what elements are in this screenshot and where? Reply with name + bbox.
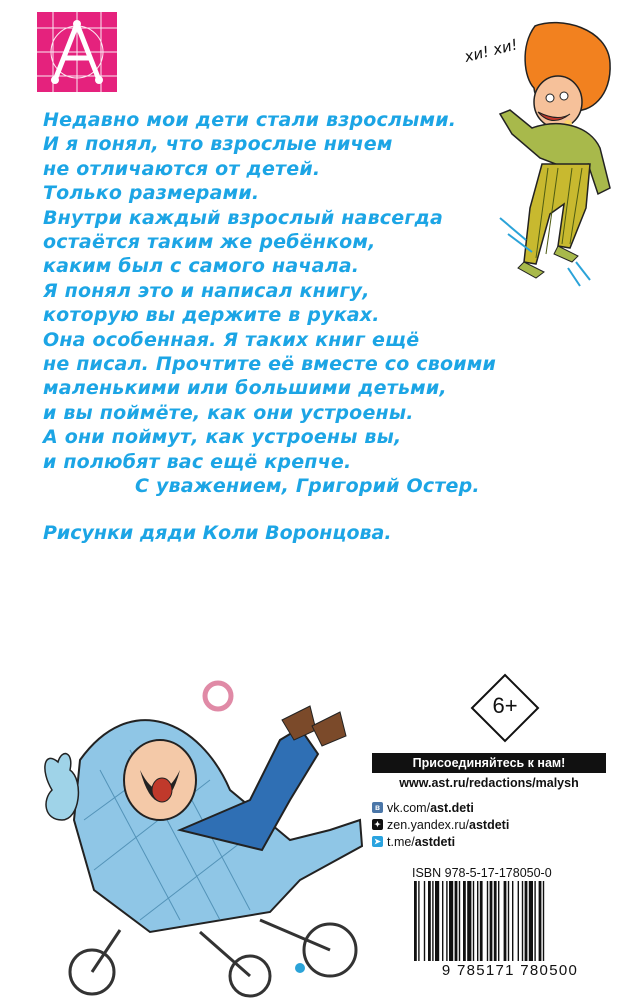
barcode bbox=[410, 881, 610, 961]
text-line: не писал. Прочтите её вместе со своими bbox=[43, 353, 496, 376]
barcode-bar bbox=[534, 881, 535, 961]
isbn-label: ISBN 978-5-17-178050-0 bbox=[412, 866, 552, 880]
vk-icon: в bbox=[372, 802, 383, 813]
barcode-bar bbox=[473, 881, 474, 961]
barcode-bar bbox=[432, 881, 433, 961]
text-line: остаётся таким же ребёнком, bbox=[43, 231, 376, 254]
text-line: И я понял, что взрослые ничем bbox=[43, 133, 393, 156]
barcode-bar bbox=[525, 881, 528, 961]
barcode-bar bbox=[463, 881, 466, 961]
publisher-logo-icon bbox=[37, 12, 117, 92]
publisher-site-link[interactable]: www.ast.ru/redactions/malysh bbox=[399, 776, 579, 790]
barcode-bar bbox=[487, 881, 488, 961]
barcode-bar bbox=[529, 881, 533, 961]
social-handle: astdeti bbox=[469, 817, 510, 832]
barcode-bar bbox=[477, 881, 478, 961]
barcode-bar bbox=[428, 881, 431, 961]
text-line: каким был с самого начала. bbox=[43, 255, 360, 278]
text-line: Я понял это и написал книгу, bbox=[43, 279, 370, 302]
join-banner: Присоединяйтесь к нам! bbox=[372, 753, 606, 773]
text-line: маленькими или большими детьми, bbox=[43, 377, 447, 400]
speech-text: хи! хи! bbox=[462, 35, 520, 66]
text-line: и полюбят вас ещё крепче. bbox=[43, 450, 352, 473]
text-line: не отличаются от детей. bbox=[43, 157, 321, 180]
publisher-logo bbox=[37, 12, 117, 92]
illustrator-credit: Рисунки дяди Коли Воронцова. bbox=[43, 522, 392, 544]
annotation-text bbox=[43, 108, 496, 499]
barcode-bar bbox=[512, 881, 513, 961]
social-prefix: vk.com/ bbox=[387, 800, 431, 815]
barcode-bar bbox=[424, 881, 425, 961]
barcode-digits: 9 785171 780500 bbox=[441, 962, 579, 979]
age-rating-label: 6+ bbox=[492, 693, 518, 718]
text-line: Внутри каждый взрослый навсегда bbox=[43, 206, 444, 229]
barcode-bar bbox=[498, 881, 499, 961]
barcode-bar bbox=[446, 881, 447, 961]
barcode-bar bbox=[414, 881, 417, 961]
zen-icon: ✦ bbox=[372, 819, 383, 830]
barcode-bar bbox=[442, 881, 443, 961]
telegram-icon: ➤ bbox=[372, 836, 383, 847]
text-line: и вы поймёте, как они устроены. bbox=[43, 401, 414, 424]
text-line: А они поймут, как устроены вы, bbox=[43, 426, 402, 449]
barcode-bar bbox=[490, 881, 493, 961]
social-link-vk[interactable] bbox=[372, 799, 509, 816]
text-line: Только размерами. bbox=[43, 182, 260, 205]
social-prefix: zen.yandex.ru/ bbox=[387, 817, 469, 832]
barcode-bar bbox=[518, 881, 519, 961]
text-line: которую вы держите в руках. bbox=[43, 304, 380, 327]
social-link-telegram[interactable] bbox=[372, 833, 509, 850]
social-handle: ast.deti bbox=[430, 800, 474, 815]
barcode-bar bbox=[449, 881, 453, 961]
barcode-bar bbox=[508, 881, 509, 961]
barcode-bar bbox=[543, 881, 544, 961]
barcode-bar bbox=[522, 881, 523, 961]
baby-pram-illustration bbox=[0, 650, 390, 1000]
barcode-bar bbox=[504, 881, 507, 961]
barcode-bar bbox=[418, 881, 419, 961]
barcode-bar bbox=[435, 881, 439, 961]
text-line: Недавно мои дети стали взрослыми. bbox=[43, 109, 457, 131]
jumping-woman-illustration bbox=[440, 18, 620, 290]
author-signature: С уважением, Григорий Остер. bbox=[135, 475, 480, 498]
barcode-bar bbox=[480, 881, 483, 961]
social-link-zen[interactable] bbox=[372, 816, 509, 833]
barcode-bar bbox=[539, 881, 542, 961]
barcode-bar bbox=[455, 881, 458, 961]
social-prefix: t.me/ bbox=[387, 834, 415, 849]
barcode-bar bbox=[494, 881, 497, 961]
text-line: Она особенная. Я таких книг ещё bbox=[43, 328, 420, 351]
barcode-bar bbox=[459, 881, 460, 961]
social-links bbox=[372, 799, 509, 850]
social-handle: astdeti bbox=[414, 834, 456, 849]
barcode-bar bbox=[467, 881, 471, 961]
